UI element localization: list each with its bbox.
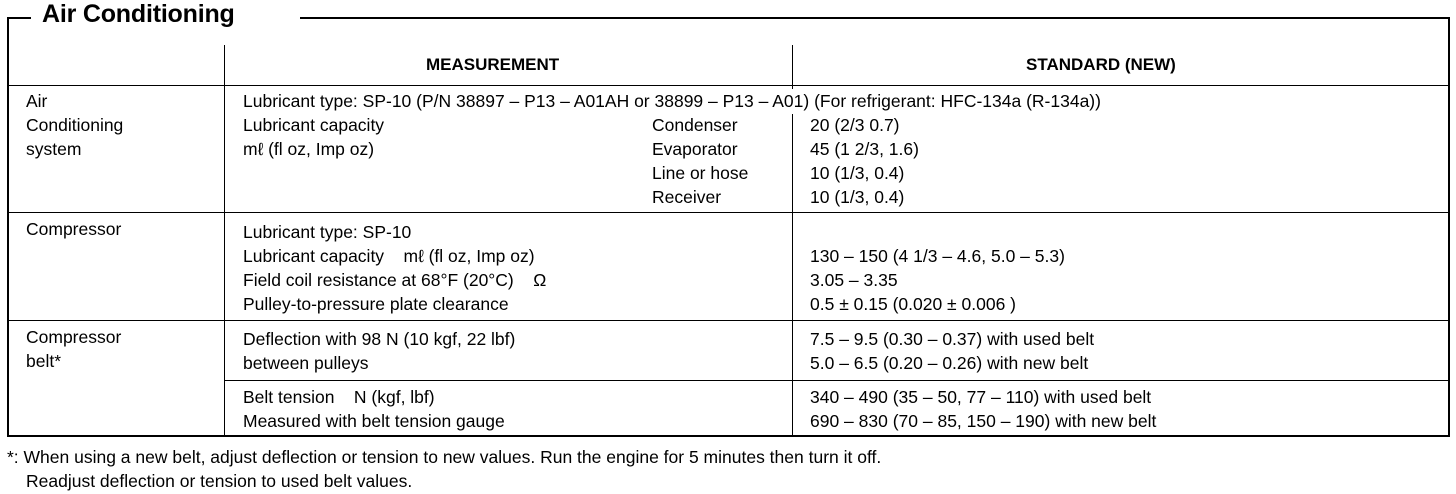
page-title: Air Conditioning — [42, 0, 235, 28]
component-name: Condenser — [652, 115, 738, 135]
component-value: 10 (1/3, 0.4) — [810, 163, 905, 183]
footnote-line: Readjust deflection or tension to used belt values. — [26, 471, 413, 491]
component-value: 10 (1/3, 0.4) — [810, 187, 905, 207]
measurement-text: Lubricant capacity mℓ (fl oz, Imp oz) — [243, 246, 535, 266]
header-divider — [9, 85, 1449, 86]
measurement-text: Deflection with 98 N (10 kgf, 22 lbf) — [243, 329, 516, 349]
measurement-text: Measured with belt tension gauge — [243, 411, 505, 431]
item-label: Compressor — [26, 327, 122, 347]
row-divider — [9, 212, 1449, 213]
lubricant-type-text: Lubricant type: SP-10 (P/N 38897 – P13 – A01AH or 38899 – P13 – A01) (For refrigerant: HFC-134a (R-134a)) — [243, 89, 1103, 114]
standard-value: 340 – 490 (35 – 50, 77 – 110) with used belt — [810, 387, 1152, 407]
standard-value: 130 – 150 (4 1/3 – 4.6, 5.0 – 5.3) — [810, 246, 1065, 266]
lubricant-capacity-unit: mℓ (fl oz, Imp oz) — [243, 139, 375, 159]
measurement-text: Pulley-to-pressure plate clearance — [243, 294, 509, 314]
item-label: Conditioning — [26, 115, 124, 135]
standard-value: 0.5 ± 0.15 (0.020 ± 0.006 ) — [810, 294, 1017, 314]
standard-value: 690 – 830 (70 – 85, 150 – 190) with new belt — [810, 411, 1157, 431]
component-name: Line or hose — [652, 163, 749, 183]
column-header-measurement: MEASUREMENT — [426, 55, 560, 74]
measurement-text: Lubricant type: SP-10 — [243, 222, 412, 242]
standard-value: 3.05 – 3.35 — [810, 270, 898, 290]
measurement-text: between pulleys — [243, 353, 369, 373]
column-header-standard: STANDARD (NEW) — [1026, 55, 1176, 74]
col-divider-item — [224, 45, 225, 437]
item-label: belt* — [26, 351, 62, 371]
standard-value: 7.5 – 9.5 (0.30 – 0.37) with used belt — [810, 329, 1095, 349]
item-label: Air — [26, 91, 48, 111]
col-divider-standard — [792, 45, 793, 90]
item-label: system — [26, 139, 82, 159]
measurement-text: Field coil resistance at 68°F (20°C) Ω — [243, 270, 547, 290]
standard-value: 5.0 – 6.5 (0.20 – 0.26) with new belt — [810, 353, 1089, 373]
row-divider — [9, 320, 1449, 321]
col-divider-standard — [792, 112, 793, 437]
component-name: Receiver — [652, 187, 722, 207]
lubricant-capacity-label: Lubricant capacity — [243, 115, 385, 135]
component-name: Evaporator — [652, 139, 738, 159]
component-value: 45 (1 2/3, 1.6) — [810, 139, 919, 159]
item-label: Compressor — [26, 219, 122, 239]
footnote-line: *: When using a new belt, adjust deflection or tension to new values. Run the engine for 5 minutes then turn it off. — [7, 447, 882, 467]
measurement-text: Belt tension N (kgf, lbf) — [243, 387, 435, 407]
component-value: 20 (2/3 0.7) — [810, 115, 900, 135]
row-divider — [224, 380, 1449, 381]
